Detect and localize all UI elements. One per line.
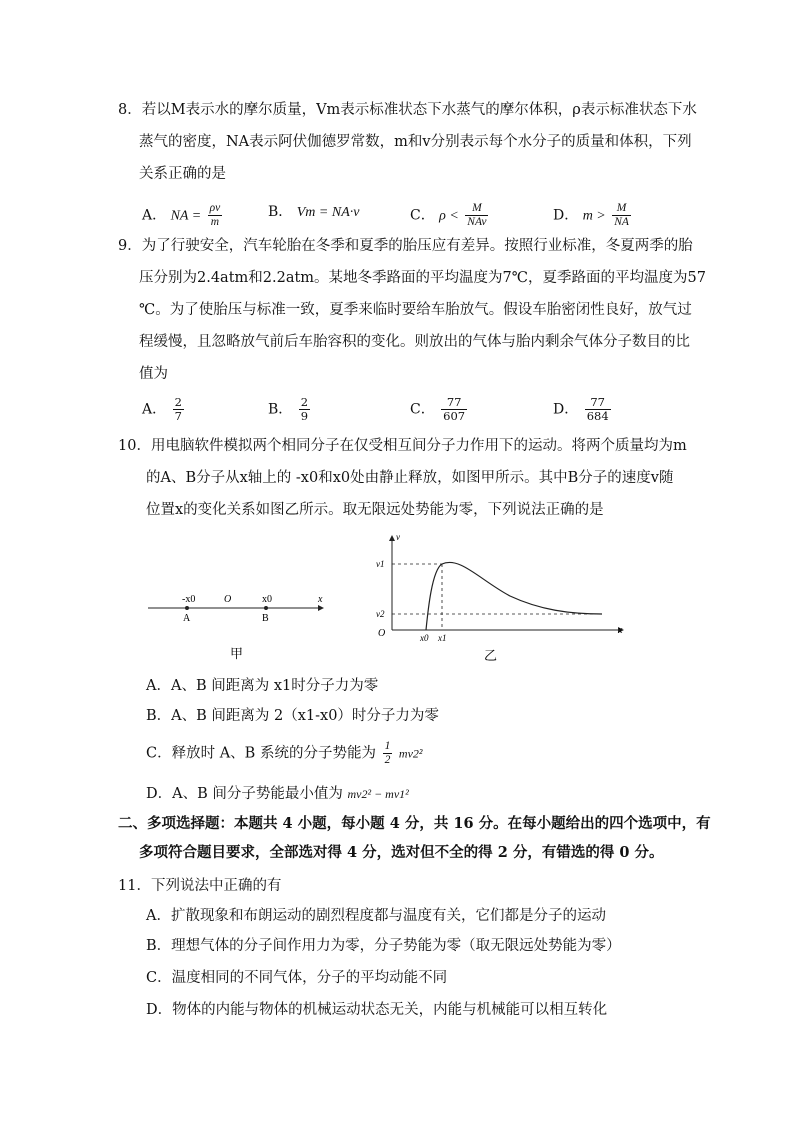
q8-option-c-fraction [465,202,488,229]
q9-option-d-fraction [585,396,611,423]
jia-label-o: O [224,594,232,605]
q9-option-c-fraction [441,396,467,423]
jia-label-x: x [318,594,323,605]
q9-option-a [142,396,186,423]
q8-option-c-lhs: ρ < [439,208,459,224]
q10-option-c-num: 1 [384,740,391,752]
q8-option-d-lhs: m > [582,208,606,224]
q8-line-1: 8．若以M表示水的摩尔质量，Vm表示标准状态下水蒸气的摩尔体积，ρ表示标准状态下水 [118,102,697,118]
q10-option-b: B．A、B 间距离为 2（x1-x0）时分子力为零 [146,708,439,724]
q9-option-d-label: D． [553,401,579,418]
q10-option-c-fraction [383,740,393,767]
figure-yi [370,530,632,666]
q8-option-a-fraction [208,202,223,229]
q8-option-c-label: C． [410,207,435,224]
q8-option-c-num: M [465,202,488,216]
jia-caption: 甲 [230,646,244,661]
jia-molecule-b [264,606,268,610]
yi-label-v: v [396,532,400,542]
section-2-heading-line-1: 二、多项选择题：本题共 4 小题，每小题 4 分，共 16 分。在每小题给出的四个选项中，有 [118,815,711,832]
q10-line-3: 位置x的变化关系如图乙所示。取无限远处势能为零，下列说法正确的是 [146,502,604,518]
q9-option-a-fraction [173,396,184,423]
q9-line-5: 值为 [139,366,168,382]
yi-velocity-curve [426,562,602,630]
q9-option-d-den: 684 [586,409,609,423]
q9-option-a-num: 2 [174,395,182,409]
q9-line-3: ℃。为了使胎压与标准一致，夏季来临时要给车胎放气。假设车胎密闭性良好，放气过 [139,302,692,318]
section-2-heading-line-2: 多项符合题目要求，全部选对得 4 分，选对但不全的得 2 分，有错选的得 0 分。 [139,844,664,861]
yi-y-arrow-icon [389,535,395,541]
q10-line-1: 10．用电脑软件模拟两个相同分子在仅受相互间分子力作用下的运动。将两个质量均为m [118,438,687,454]
q8-option-b [268,202,359,223]
q9-option-b-label: B． [268,401,293,418]
q8-line-3: 关系正确的是 [139,166,226,182]
q9-option-c-label: C． [410,401,435,418]
q9-option-b-num: 2 [300,395,309,409]
q11-stem: 11．下列说法中正确的有 [118,878,282,894]
q9-option-c-den: 607 [443,409,466,423]
q9-option-c-num: 77 [441,396,467,410]
yi-label-x: x [618,625,623,636]
q9-option-d [553,396,613,423]
jia-molecule-a [185,606,189,610]
q8-option-a-num: ρv [209,202,221,214]
q9-option-b [268,396,312,423]
yi-label-x1: x1 [438,633,447,643]
jia-label-x0: x0 [262,594,272,605]
q8-option-b-label: B． [268,204,293,220]
q8-option-c [410,202,490,229]
q8-option-b-expr: Vm = NA·v [296,205,360,220]
yi-caption: 乙 [484,648,498,663]
q9-option-d-num: 77 [585,396,611,410]
q9-line-1: 9．为了行驶安全，汽车轮胎在冬季和夏季的胎压应有差异。按照行业标准，冬夏两季的胎 [118,238,693,254]
q8-option-a-den: m [210,216,220,228]
q11-option-b: B．理想气体的分子间作用力为零，分子势能为零（取无限远处势能为零） [146,938,621,954]
jia-label-b: B [262,613,269,624]
q10-option-d [146,784,409,804]
q9-line-4: 程缓慢，且忽略放气前后车胎容积的变化。则放出的气体与胎内剩余气体分子数目的比 [139,334,690,350]
q9-option-c [410,396,469,423]
figure-jia [140,580,340,670]
q8-option-d-num: M [612,202,631,216]
q8-option-a-label: A． [142,207,167,224]
q8-option-d-den: NA [614,216,629,228]
yi-label-x0: x0 [420,633,429,643]
q8-option-d-label: D． [553,207,579,224]
jia-label-negx0: -x0 [182,594,196,605]
q10-option-c-tail: mv2² [398,746,423,761]
q9-option-b-fraction [299,396,310,423]
yi-label-v2: v2 [376,609,385,619]
q8-option-d-fraction [612,202,631,229]
q8-option-d [553,202,633,229]
q8-option-c-den: NAv [467,216,487,228]
q8-option-a [142,202,224,229]
q10-line-2: 的A、B分子从x轴上的 -x0和x0处由静止释放，如图甲所示。其中B分子的速度v随 [146,470,674,486]
q9-option-b-den: 9 [300,409,309,423]
q10-option-d-tail: mv2² − mv1² [347,787,409,801]
q11-option-a: A．扩散现象和布朗运动的剧烈程度都与温度有关，它们都是分子的运动 [146,908,606,924]
q10-option-c-den: 2 [384,754,391,766]
q10-option-d-text: D．A、B 间分子势能最小值为 [146,786,343,802]
q10-option-c [146,740,423,767]
yi-label-o: O [378,628,386,639]
q10-option-c-text: C．释放时 A、B 系统的分子势能为 [146,745,376,762]
q8-option-a-lhs: NA = [170,208,202,224]
q10-option-a: A．A、B 间距离为 x1时分子力为零 [146,678,379,694]
jia-x-arrow-icon [318,605,324,611]
q11-option-c: C．温度相同的不同气体，分子的平均动能不同 [146,970,448,986]
q9-option-a-label: A． [142,401,167,418]
jia-label-a: A [183,613,191,624]
q8-line-2: 蒸气的密度，NA表示阿伏伽德罗常数，m和v分别表示每个水分子的质量和体积，下列 [139,134,692,150]
yi-label-v1: v1 [376,559,385,569]
q11-option-d: D．物体的内能与物体的机械运动状态无关，内能与机械能可以相互转化 [146,1002,608,1018]
q9-line-2: 压分别为2.4atm和2.2atm。某地冬季路面的平均温度为7℃，夏季路面的平均温度为57 [139,270,706,286]
q9-option-a-den: 7 [174,409,182,423]
